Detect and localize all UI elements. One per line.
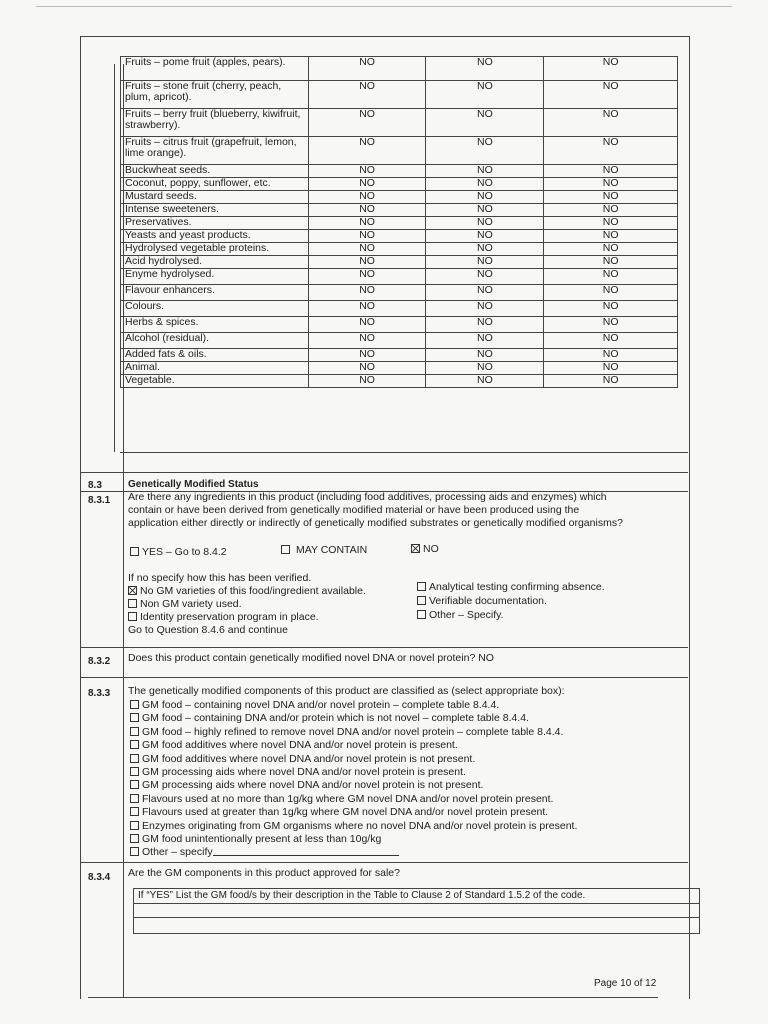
answer-cell[interactable]: NO xyxy=(544,217,678,230)
ingredient-label: Flavour enhancers. xyxy=(121,285,309,301)
answer-cell[interactable]: NO xyxy=(544,109,678,137)
question-rule xyxy=(80,677,688,678)
gm-option-label: Flavours used at no more than 1g/kg where GM novel DNA and/or novel protein present. xyxy=(142,792,554,805)
answer-cell[interactable]: NO xyxy=(544,137,678,165)
answer-cell[interactable]: NO xyxy=(426,137,544,165)
ingredient-label: Hydrolysed vegetable proteins. xyxy=(121,243,309,256)
answer-cell[interactable]: NO xyxy=(544,204,678,217)
verify-prompt: If no specify how this has been verified. xyxy=(128,572,312,584)
answer-cell[interactable]: NO xyxy=(544,165,678,178)
table-row xyxy=(121,217,678,230)
answer-cell[interactable]: NO xyxy=(544,256,678,269)
checkbox-icon[interactable] xyxy=(130,794,139,803)
ingredient-label: Buckwheat seeds. xyxy=(121,165,309,178)
checkbox-icon[interactable] xyxy=(130,713,139,722)
ingredient-label: Preservatives. xyxy=(121,217,309,230)
table-row xyxy=(121,269,678,285)
gm-option-label: GM processing aids where novel DNA and/or novel protein is not present. xyxy=(142,779,484,792)
checkbox-icon[interactable] xyxy=(417,596,426,605)
verify-option-label: Analytical testing confirming absence. xyxy=(429,581,605,593)
answer-cell[interactable]: NO xyxy=(308,178,426,191)
question-number: 8.3.2 xyxy=(88,656,111,667)
answer-cell[interactable]: NO xyxy=(308,243,426,256)
goto-instruction: Go to Question 8.4.6 and continue xyxy=(128,624,288,636)
table-row xyxy=(121,204,678,217)
answer-cell[interactable]: NO xyxy=(308,285,426,301)
table-row xyxy=(121,243,678,256)
question-line-3: application either directly or indirectly of genetically modified substrates or genetically modified organisms? xyxy=(128,517,623,529)
option-label: MAY CONTAIN xyxy=(296,544,368,556)
answer-cell[interactable]: NO xyxy=(544,178,678,191)
question-text: Are the GM components in this product approved for sale? xyxy=(128,867,400,879)
checkbox-icon[interactable] xyxy=(130,834,139,843)
checkbox-icon[interactable] xyxy=(130,740,139,749)
answer-cell[interactable]: NO xyxy=(426,269,544,285)
table-row xyxy=(121,165,678,178)
checkbox-icon[interactable] xyxy=(417,582,426,591)
checkbox-icon[interactable] xyxy=(130,780,139,789)
answer-cell[interactable]: NO xyxy=(426,243,544,256)
ingredient-label: Fruits – citrus fruit (grapefruit, lemon, lime orange). xyxy=(121,137,309,165)
table-row xyxy=(121,362,678,375)
gm-option-label: GM food unintentionally present at less than 10g/kg xyxy=(142,833,382,845)
answer-cell[interactable]: NO xyxy=(544,375,678,388)
checkbox-icon[interactable] xyxy=(130,767,139,776)
checkbox-icon[interactable] xyxy=(130,807,139,816)
answer-cell[interactable]: NO xyxy=(426,109,544,137)
answer-cell[interactable]: NO xyxy=(426,204,544,217)
checkbox-icon[interactable] xyxy=(130,754,139,763)
ingredient-label: Mustard seeds. xyxy=(121,191,309,204)
ingredient-label: Coconut, poppy, sunflower, etc. xyxy=(121,178,309,191)
table-row xyxy=(121,109,678,137)
table-row xyxy=(121,256,678,269)
option-yes[interactable] xyxy=(130,546,227,559)
question-text: Does this product contain genetically modified novel DNA or novel protein? NO xyxy=(128,652,494,664)
gm-option[interactable] xyxy=(130,793,553,806)
answer-cell[interactable]: NO xyxy=(308,109,426,137)
checkbox-icon[interactable] xyxy=(128,599,137,608)
table-bottom-rule xyxy=(120,452,688,453)
answer-cell[interactable]: NO xyxy=(544,57,678,81)
ingredient-label: Vegetable. xyxy=(121,375,309,388)
answer-cell[interactable]: NO xyxy=(426,301,544,317)
gm-option[interactable] xyxy=(130,820,577,833)
answer-cell[interactable]: NO xyxy=(544,333,678,349)
answer-cell[interactable]: NO xyxy=(544,191,678,204)
answer-cell[interactable]: NO xyxy=(308,230,426,243)
gm-option[interactable] xyxy=(130,739,458,752)
answer-cell[interactable]: NO xyxy=(544,230,678,243)
gm-option[interactable] xyxy=(130,833,381,846)
verify-option-label: Verifiable documentation. xyxy=(429,595,547,607)
table-row xyxy=(121,230,678,243)
ingredient-label: Fruits – stone fruit (cherry, peach, plum, apricot). xyxy=(121,81,309,109)
verify-option-label: Other – Specify. xyxy=(429,609,504,621)
table-row xyxy=(121,349,678,362)
answer-cell[interactable]: NO xyxy=(308,57,426,81)
gm-other-label: Other – specify xyxy=(142,846,213,858)
answer-cell[interactable]: NO xyxy=(308,217,426,230)
table-row xyxy=(121,178,678,191)
option-label: NO xyxy=(423,543,439,555)
checkbox-icon[interactable] xyxy=(130,847,139,856)
question-rule xyxy=(80,862,688,863)
ingredient-label: Herbs & spices. xyxy=(121,317,309,333)
gm-list-instruction: If “YES” List the GM food/s by their description in the Table to Clause 2 of Standard 1.5.2 of the code. xyxy=(134,889,699,904)
checkbox-icon[interactable] xyxy=(130,821,139,830)
table-row xyxy=(121,57,678,81)
answer-cell[interactable]: NO xyxy=(308,81,426,109)
answer-cell[interactable]: NO xyxy=(308,256,426,269)
question-number: 8.3.3 xyxy=(88,688,111,699)
gm-option-label: GM food additives where novel DNA and/or novel protein is not present. xyxy=(142,752,476,765)
verify-option[interactable] xyxy=(417,595,547,608)
gm-option[interactable] xyxy=(130,699,499,712)
footer-rule xyxy=(88,997,658,998)
allergens-table xyxy=(120,56,678,388)
ingredient-label: Intense sweeteners. xyxy=(121,204,309,217)
option-may-contain[interactable] xyxy=(281,544,367,557)
answer-cell[interactable]: NO xyxy=(308,333,426,349)
answer-cell[interactable]: NO xyxy=(426,362,544,375)
answer-cell[interactable]: NO xyxy=(308,317,426,333)
answer-cell[interactable]: NO xyxy=(426,230,544,243)
gm-option[interactable] xyxy=(130,726,563,739)
checkbox-icon[interactable] xyxy=(130,547,139,556)
ingredient-label: Fruits – berry fruit (blueberry, kiwifruit, strawberry). xyxy=(121,109,309,137)
gm-option[interactable] xyxy=(130,806,548,819)
verify-option-label: Identity preservation program in place. xyxy=(140,611,319,623)
gm-option[interactable] xyxy=(130,766,466,779)
answer-cell[interactable]: NO xyxy=(308,165,426,178)
ingredient-label: Added fats & oils. xyxy=(121,349,309,362)
ingredient-label: Alcohol (residual). xyxy=(121,333,309,349)
checkbox-icon[interactable] xyxy=(130,700,139,709)
gm-list-table xyxy=(133,888,700,934)
question-rule xyxy=(80,647,688,648)
table-row xyxy=(121,81,678,109)
checkbox-icon[interactable] xyxy=(130,727,139,736)
table-row xyxy=(121,317,678,333)
checkbox-icon[interactable] xyxy=(417,610,426,619)
answer-cell[interactable]: NO xyxy=(308,375,426,388)
ingredient-label: Animal. xyxy=(121,362,309,375)
answer-cell[interactable]: NO xyxy=(544,349,678,362)
gm-other-option[interactable] xyxy=(130,846,399,859)
answer-cell[interactable]: NO xyxy=(544,301,678,317)
ingredient-label: Yeasts and yeast products. xyxy=(121,230,309,243)
table-row xyxy=(121,301,678,317)
table-row xyxy=(121,375,678,388)
checkbox-icon[interactable] xyxy=(128,612,137,621)
answer-cell[interactable]: NO xyxy=(426,317,544,333)
page-top-rule xyxy=(36,6,732,7)
answer-cell[interactable]: NO xyxy=(426,191,544,204)
ingredient-label: Enyme hydrolysed. xyxy=(121,269,309,285)
section-number: 8.3 xyxy=(88,480,102,491)
answer-cell[interactable]: NO xyxy=(426,349,544,362)
ingredient-label: Colours. xyxy=(121,301,309,317)
gm-option-label: GM food – highly refined to remove novel DNA and/or novel protein – complete table 8.4.4. xyxy=(142,725,564,738)
ingredient-label: Fruits – pome fruit (apples, pears). xyxy=(121,57,309,81)
answer-cell[interactable]: NO xyxy=(308,269,426,285)
answer-cell[interactable]: NO xyxy=(308,191,426,204)
question-number: 8.3.1 xyxy=(88,495,111,506)
ingredient-label: Acid hydrolysed. xyxy=(121,256,309,269)
answer-cell[interactable]: NO xyxy=(426,256,544,269)
question-line-2: contain or have been derived from genetically modified material or have been produced using the xyxy=(128,504,580,516)
gm-option-label: Enzymes originating from GM organisms where no novel DNA and/or novel protein is present. xyxy=(142,819,578,832)
verify-option[interactable] xyxy=(128,611,319,624)
answer-cell[interactable]: NO xyxy=(308,301,426,317)
answer-cell[interactable]: NO xyxy=(308,349,426,362)
answer-cell[interactable]: NO xyxy=(426,375,544,388)
table-row xyxy=(121,191,678,204)
question-line-1: Are there any ingredients in this product (including food additives, processing aids and enzymes) which xyxy=(128,491,607,503)
gm-list-row[interactable] xyxy=(134,904,699,918)
page-number: Page 10 of 12 xyxy=(594,978,657,989)
answer-cell[interactable]: NO xyxy=(544,317,678,333)
answer-cell[interactable]: NO xyxy=(308,362,426,375)
answer-cell[interactable]: NO xyxy=(426,217,544,230)
verify-option[interactable] xyxy=(417,581,605,594)
checked-checkbox-icon[interactable] xyxy=(411,544,420,553)
gm-option-label: Flavours used at greater than 1g/kg where GM novel DNA and/or novel protein present. xyxy=(142,806,549,819)
table-left-border xyxy=(114,64,115,452)
option-label: YES – Go to 8.4.2 xyxy=(142,546,227,558)
answer-cell[interactable]: NO xyxy=(426,285,544,301)
answer-cell[interactable]: NO xyxy=(426,178,544,191)
table-row xyxy=(121,285,678,301)
gm-option[interactable] xyxy=(130,712,529,725)
verify-option[interactable] xyxy=(417,609,504,622)
answer-cell[interactable]: NO xyxy=(544,243,678,256)
answer-cell[interactable]: NO xyxy=(426,165,544,178)
section-rule xyxy=(80,472,688,473)
gm-option-label: GM food additives where novel DNA and/or novel protein is present. xyxy=(142,739,458,752)
verify-option[interactable] xyxy=(128,585,366,598)
checkbox-icon[interactable] xyxy=(281,545,290,554)
gm-option-label: GM processing aids where novel DNA and/or novel protein is present. xyxy=(142,766,466,778)
table-row xyxy=(121,137,678,165)
answer-cell[interactable]: NO xyxy=(426,57,544,81)
option-no[interactable] xyxy=(411,543,439,556)
answer-cell[interactable]: NO xyxy=(544,269,678,285)
answer-cell[interactable]: NO xyxy=(308,137,426,165)
question-number: 8.3.4 xyxy=(88,872,111,883)
answer-cell[interactable]: NO xyxy=(544,285,678,301)
answer-cell[interactable]: NO xyxy=(426,81,544,109)
verify-option-label: Non GM variety used. xyxy=(140,598,242,610)
verify-option-label: No GM varieties of this food/ingredient available. xyxy=(140,585,366,597)
gm-option-label: GM food – containing novel DNA and/or novel protein – complete table 8.4.4. xyxy=(142,699,500,711)
question-intro: The genetically modified components of this product are classified as (select appropriate box): xyxy=(128,685,565,697)
table-row xyxy=(121,333,678,349)
verify-option[interactable] xyxy=(128,598,242,611)
answer-cell[interactable]: NO xyxy=(544,362,678,375)
gm-option-label: GM food – containing DNA and/or protein which is not novel – complete table 8.4.4. xyxy=(142,712,529,725)
answer-cell[interactable]: NO xyxy=(544,81,678,109)
gm-option[interactable] xyxy=(130,779,483,792)
section-title: Genetically Modified Status xyxy=(128,479,259,490)
checked-checkbox-icon[interactable] xyxy=(128,586,137,595)
answer-cell[interactable]: NO xyxy=(426,333,544,349)
answer-cell[interactable]: NO xyxy=(308,204,426,217)
specify-line[interactable] xyxy=(213,846,399,856)
gm-option[interactable] xyxy=(130,753,475,766)
